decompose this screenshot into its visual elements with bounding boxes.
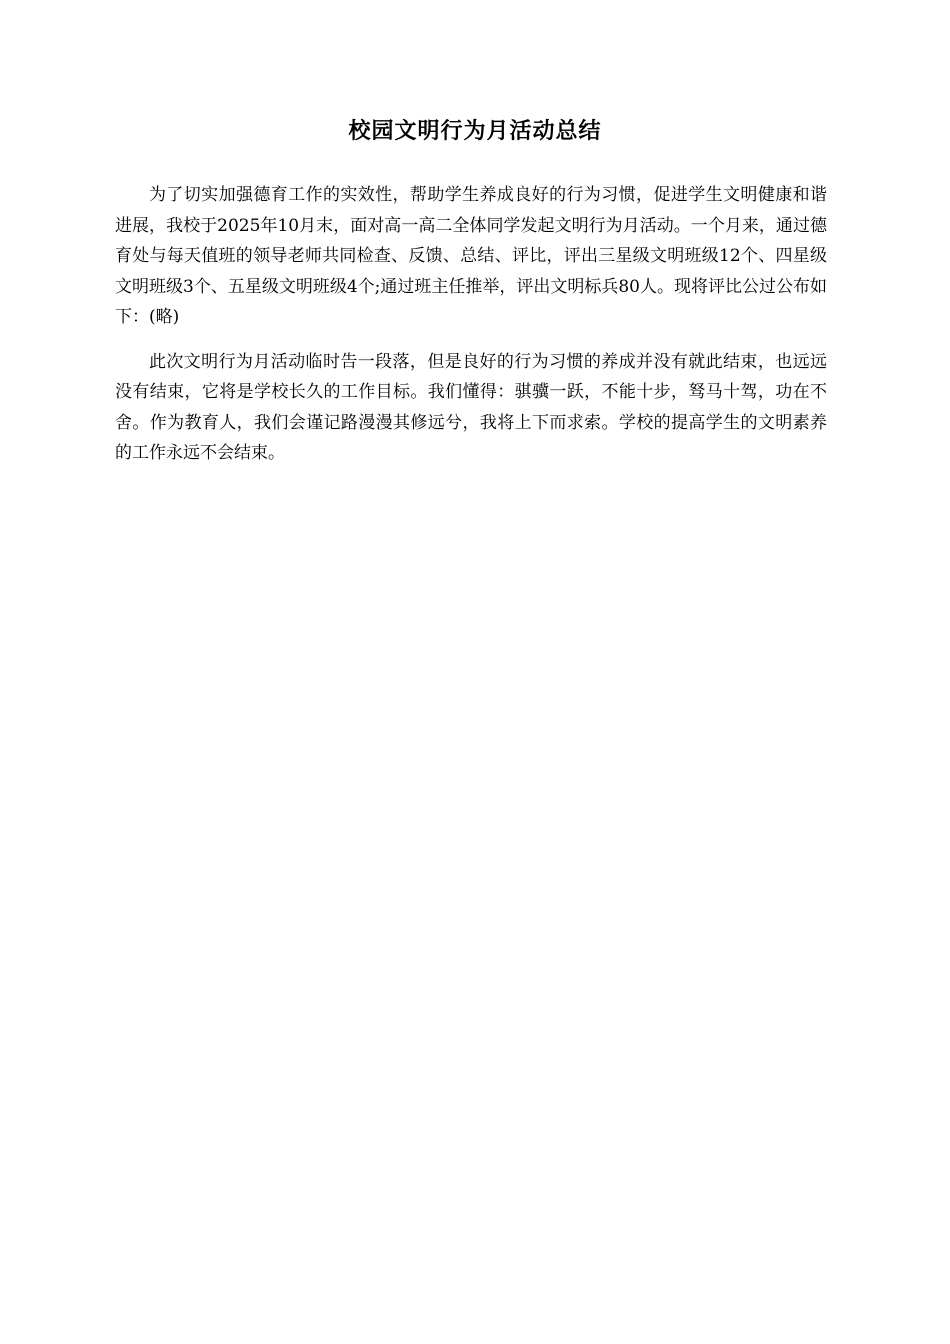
document-title: 校园文明行为月活动总结 <box>348 119 602 144</box>
document-body <box>115 180 827 483</box>
paragraph-intro: 为了切实加强德育工作的实效性，帮助学生养成良好的行为习惯，促进学生文明健康和谐进展，我校于2025年10月末，面对高一高二全体同学发起文明行为月活动。一个月来，通过德育处与每天值班的领导老师共同检查、反馈、总结、评比，评出三星级文明班级12个、四星级文明班级3个、五星级文明班级4个;通过班主任推举，评出文明标兵80人。现将评比公过公布如下：(略) <box>115 185 827 327</box>
paragraph-conclusion: 此次文明行为月活动临时告一段落，但是良好的行为习惯的养成并没有就此结束，也远远没有结束，它将是学校长久的工作目标。我们懂得：骐骥一跃，不能十步，驽马十驾，功在不舍。作为教育人，我们会谨记路漫漫其修远兮，我将上下而求索。学校的提高学生的文明素养的工作永远不会结束。 <box>115 351 827 463</box>
